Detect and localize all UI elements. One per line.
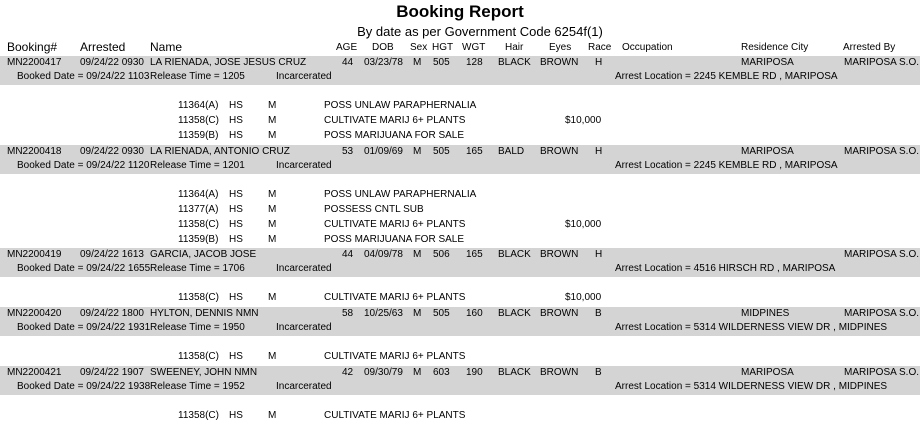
header-arrested: Arrested	[80, 40, 126, 54]
record-status: Incarcerated	[276, 71, 332, 82]
record-booking: MN2200419	[7, 249, 62, 260]
charge-desc: POSS MARIJUANA FOR SALE	[324, 130, 465, 141]
record-booked: Booked Date = 09/24/22 1931	[17, 322, 151, 333]
record-age: 44	[342, 249, 354, 260]
record-booking: MN2200418	[7, 146, 62, 157]
charge-level: M	[268, 351, 277, 362]
header-eyes: Eyes	[549, 42, 572, 53]
record-arrested: 09/24/22 1907	[80, 367, 144, 378]
record-status: Incarcerated	[276, 263, 332, 274]
record-sex: M	[413, 146, 422, 157]
record-hair: BLACK	[498, 249, 531, 260]
record-status: Incarcerated	[276, 322, 332, 333]
record-name: LA RIENADA, ANTONIO CRUZ	[150, 146, 290, 157]
charge-level: M	[268, 130, 277, 141]
record-hgt: 603	[433, 367, 450, 378]
report-title: Booking Report	[396, 2, 524, 21]
record-booked: Booked Date = 09/24/22 1938	[17, 381, 151, 392]
charge-type: HS	[229, 292, 243, 303]
charge-bail: $10,000	[565, 115, 602, 126]
record-residence: MARIPOSA	[741, 146, 794, 157]
record-booked: Booked Date = 09/24/22 1655	[17, 263, 151, 274]
record-dob: 10/25/63	[364, 308, 403, 319]
record-race: H	[595, 249, 603, 260]
charge-desc: POSSESS CNTL SUB	[324, 204, 424, 215]
record-dob: 03/23/78	[364, 57, 403, 68]
header-dob: DOB	[372, 42, 394, 53]
charge-code: 11358(C)	[178, 292, 219, 303]
charge-type: HS	[229, 234, 243, 245]
header-occupation: Occupation	[622, 42, 673, 53]
charge-type: HS	[229, 100, 243, 111]
record-arrested: 09/24/22 1800	[80, 308, 144, 319]
record-eyes: BROWN	[540, 57, 579, 68]
record-arrested: 09/24/22 0930	[80, 57, 144, 68]
record-residence: MARIPOSA	[741, 367, 794, 378]
record-race: H	[595, 146, 603, 157]
charge-bail: $10,000	[565, 219, 602, 230]
charge-code: 11358(C)	[178, 219, 219, 230]
charge-desc: POSS UNLAW PARAPHERNALIA	[324, 189, 477, 200]
record-eyes: BROWN	[540, 249, 579, 260]
record-dob: 01/09/69	[364, 146, 403, 157]
record-release: Release Time = 1952	[150, 381, 245, 392]
charge-desc: CULTIVATE MARIJ 6+ PLANTS	[324, 115, 466, 126]
charge-level: M	[268, 292, 277, 303]
record-arrested-by: MARIPOSA S.O.	[844, 57, 920, 68]
charge-type: HS	[229, 351, 243, 362]
record-release: Release Time = 1706	[150, 263, 245, 274]
record-sex: M	[413, 249, 422, 260]
record-age: 44	[342, 57, 354, 68]
record-wgt: 128	[466, 57, 483, 68]
record-hair: BLACK	[498, 57, 531, 68]
record-race: B	[595, 308, 602, 319]
record-arrested-by: MARIPOSA S.O.	[844, 249, 920, 260]
record-hair: BLACK	[498, 308, 531, 319]
record-booked: Booked Date = 09/24/22 1103	[17, 71, 150, 82]
record-arrested: 09/24/22 0930	[80, 146, 144, 157]
record-residence: MIDPINES	[741, 308, 790, 319]
charge-level: M	[268, 234, 277, 245]
charge-level: M	[268, 115, 277, 126]
record-wgt: 165	[466, 249, 483, 260]
record-booking: MN2200421	[7, 367, 62, 378]
charge-code: 11358(C)	[178, 115, 219, 126]
charge-level: M	[268, 219, 277, 230]
charge-type: HS	[229, 410, 243, 421]
charge-type: HS	[229, 130, 243, 141]
record-eyes: BROWN	[540, 367, 579, 378]
header-arrested-by: Arrested By	[843, 42, 896, 53]
header-wgt: WGT	[462, 42, 486, 53]
charge-type: HS	[229, 204, 243, 215]
record-booking: MN2200420	[7, 308, 62, 319]
record-booking: MN2200417	[7, 57, 62, 68]
charge-code: 11364(A)	[178, 100, 219, 111]
record-release: Release Time = 1950	[150, 322, 245, 333]
charge-desc: POSS MARIJUANA FOR SALE	[324, 234, 465, 245]
record-name: LA RIENADA, JOSE JESUS CRUZ	[150, 57, 307, 68]
record-hgt: 505	[433, 308, 450, 319]
header-age: AGE	[336, 42, 358, 53]
record-race: B	[595, 367, 602, 378]
record-status: Incarcerated	[276, 160, 332, 171]
record-hgt: 505	[433, 57, 450, 68]
charge-level: M	[268, 189, 277, 200]
record-dob: 09/30/79	[364, 367, 403, 378]
header-hair: Hair	[505, 42, 524, 53]
record-race: H	[595, 57, 603, 68]
record-status: Incarcerated	[276, 381, 332, 392]
record-age: 58	[342, 308, 354, 319]
charge-desc: CULTIVATE MARIJ 6+ PLANTS	[324, 219, 466, 230]
header-booking: Booking#	[7, 40, 58, 54]
charge-desc: CULTIVATE MARIJ 6+ PLANTS	[324, 351, 466, 362]
record-wgt: 190	[466, 367, 483, 378]
charge-code: 11377(A)	[178, 204, 219, 215]
charge-code: 11358(C)	[178, 351, 219, 362]
record-name: SWEENEY, JOHN NMN	[150, 367, 258, 378]
charge-desc: CULTIVATE MARIJ 6+ PLANTS	[324, 410, 466, 421]
record-release: Release Time = 1201	[150, 160, 245, 171]
charge-code: 11359(B)	[178, 130, 219, 141]
record-hgt: 506	[433, 249, 450, 260]
header-race: Race	[588, 42, 612, 53]
record-eyes: BROWN	[540, 308, 579, 319]
record-age: 53	[342, 146, 354, 157]
record-arrest-loc: Arrest Location = 2245 KEMBLE RD , MARIPOSA	[615, 160, 838, 171]
record-hair: BALD	[498, 146, 525, 157]
header-residence-city: Residence City	[741, 42, 809, 53]
charge-level: M	[268, 204, 277, 215]
charge-bail: $10,000	[565, 292, 602, 303]
charge-desc: CULTIVATE MARIJ 6+ PLANTS	[324, 292, 466, 303]
record-arrest-loc: Arrest Location = 5314 WILDERNESS VIEW DR , MIDPINES	[615, 381, 888, 392]
record-eyes: BROWN	[540, 146, 579, 157]
charge-level: M	[268, 100, 277, 111]
charge-type: HS	[229, 115, 243, 126]
record-arrested-by: MARIPOSA S.O.	[844, 146, 920, 157]
report-subtitle: By date as per Government Code 6254f(1)	[357, 24, 603, 39]
record-name: HYLTON, DENNIS NMN	[150, 308, 259, 319]
header-sex: Sex	[410, 42, 428, 53]
record-sex: M	[413, 367, 422, 378]
record-arrested: 09/24/22 1613	[80, 249, 144, 260]
header-name: Name	[150, 40, 183, 54]
record-arrest-loc: Arrest Location = 4516 HIRSCH RD , MARIPOSA	[615, 263, 836, 274]
charge-level: M	[268, 410, 277, 421]
record-wgt: 160	[466, 308, 483, 319]
charge-code: 11359(B)	[178, 234, 219, 245]
charge-desc: POSS UNLAW PARAPHERNALIA	[324, 100, 477, 111]
record-residence: MARIPOSA	[741, 57, 794, 68]
charge-code: 11358(C)	[178, 410, 219, 421]
record-sex: M	[413, 308, 422, 319]
record-sex: M	[413, 57, 422, 68]
record-hgt: 505	[433, 146, 450, 157]
record-arrested-by: MARIPOSA S.O.	[844, 308, 920, 319]
record-release: Release Time = 1205	[150, 71, 245, 82]
record-booked: Booked Date = 09/24/22 1120	[17, 160, 150, 171]
record-arrest-loc: Arrest Location = 5314 WILDERNESS VIEW DR , MIDPINES	[615, 322, 888, 333]
charge-type: HS	[229, 219, 243, 230]
charge-code: 11364(A)	[178, 189, 219, 200]
charge-type: HS	[229, 189, 243, 200]
record-hair: BLACK	[498, 367, 531, 378]
record-arrest-loc: Arrest Location = 2245 KEMBLE RD , MARIPOSA	[615, 71, 838, 82]
record-wgt: 165	[466, 146, 483, 157]
record-arrested-by: MARIPOSA S.O.	[844, 367, 920, 378]
record-name: GARCIA, JACOB JOSE	[150, 249, 257, 260]
record-age: 42	[342, 367, 354, 378]
header-hgt: HGT	[432, 42, 454, 53]
record-dob: 04/09/78	[364, 249, 403, 260]
